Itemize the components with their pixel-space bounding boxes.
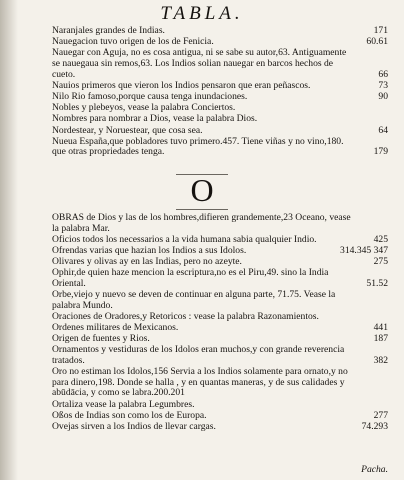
entry-text: Nordestear, y Noruestear, que cosa sea. (52, 124, 203, 136)
entry-text: OBRAS de Dios y las de los hombres,difieren grandemente,23 Oceano, vease la palabra Mar. (52, 212, 351, 234)
entry-text: Nombres para nombrar a Dios, vease la palabra Dios. (52, 113, 258, 125)
entry-page: 382 (373, 355, 388, 367)
entry-page: 179 (373, 146, 388, 158)
section-heading (0, 172, 404, 208)
entry-page: 275 (373, 256, 388, 268)
o-entries (52, 213, 388, 433)
entry-text: Oraciones de Oradores,y Retoricos : vease la palabra Razonamientos. (52, 310, 319, 322)
entry-text: Nilo Rio famoso,porque causa tenga inundaciones. (52, 90, 248, 102)
gutter-shadow (0, 0, 18, 480)
entry-text: Olivares y olivas ay en las Indias, pero no azeyte. (52, 256, 242, 268)
index-entry (52, 334, 388, 345)
index-entry (52, 92, 388, 103)
entry-text: Nauegar con Aguja, no es cosa antigua, ni se sabe su autor,63. Antiguamente se nauegaua sin remos,63. Los Indios solian nauegar en barcos hechos de cueto. (52, 47, 347, 80)
entry-page: 277 (373, 409, 388, 421)
entry-page: 74.293 (361, 421, 388, 432)
entry-page: 90 (378, 90, 388, 102)
entry-page: 425 (373, 233, 388, 245)
index-entry (52, 367, 388, 399)
index-entry (52, 126, 388, 137)
page-header: TABLA. (160, 3, 244, 24)
index-entry (52, 422, 388, 433)
entry-page: 60.61 (366, 36, 388, 48)
index-entry (52, 48, 388, 80)
entry-page: 441 (373, 322, 388, 334)
entry-text: Ofrendas varias que hazian los Indios a sus Idolos. (52, 244, 247, 256)
entry-page: 171 (373, 25, 388, 36)
index-entry (52, 246, 388, 257)
entry-page: 73 (378, 79, 388, 91)
index-entry (52, 81, 388, 92)
index-entry (52, 411, 388, 422)
index-entry (52, 114, 388, 125)
index-entry (52, 213, 388, 234)
entry-text: Orbe,viejo y nuevo se deven de continuar en alguna parte, 71.75. Vease la palabra Mundo. (52, 289, 336, 311)
index-entry (52, 103, 388, 114)
index-entry (52, 345, 388, 366)
entry-page: 187 (373, 333, 388, 345)
index-entry (52, 137, 388, 158)
entry-text: Ortaliza vease la palabra Legumbres. (52, 398, 195, 410)
entry-text: Ornamentos y vestiduras de los Idolos eran muchos,y con grande reverencia tratados. (52, 344, 345, 367)
entry-text: Origen de fuentes y Rios. (52, 333, 150, 345)
index-entry (52, 312, 388, 323)
entry-text: Ordenes militares de Mexicanos. (52, 322, 179, 334)
index-entry (52, 290, 388, 311)
entry-page: 51.52 (366, 277, 388, 289)
entry-text: Oficios todos los necessarios a la vida humana sabia qualquier Indio. (52, 233, 317, 245)
index-entry (52, 323, 388, 334)
entry-text: Nauios primeros que vieron los Indios pensaron que eran peñascos. (52, 79, 311, 91)
entry-text: Nueua España,que pobladores tuvo primero.457. Tiene viñas y no vino,180. que otras propriedades tenga. (52, 135, 344, 158)
entry-page: 314.345 347 (340, 244, 388, 256)
n-entries (52, 26, 388, 158)
catchword: Pacha. (361, 464, 388, 475)
entry-text: Oro no estiman los Idolos,156 Servia a los Indios solamente para ornato,y no para dinero,198. Donde se halla , y en quantas maneras, y de sus calidades y abūdācia, y como se labra.200.201 (52, 366, 348, 399)
index-entry (52, 235, 388, 246)
entry-page: 66 (378, 68, 388, 80)
index-entry (52, 400, 388, 411)
entry-text: Nauegacion tuvo origen de los de Fenicia. (52, 36, 214, 48)
entry-page: 64 (378, 124, 388, 136)
entry-text: Nobles y plebeyos, vease la palabra Conciertos. (52, 102, 236, 114)
entry-text: Ovejas sirven a los Indios de llevar cargas. (52, 421, 216, 432)
entry-text: Ophir,de quien haze mencion la escriptura,no es el Piru,49. sino la India Oriental. (52, 267, 329, 289)
entry-text: Oßos de Indias son como los de Europa. (52, 409, 207, 421)
index-entry (52, 268, 388, 289)
index-entry (52, 26, 388, 37)
index-entry (52, 37, 388, 48)
section-letter: O (190, 172, 214, 208)
entry-text: Naranjales grandes de Indias. (52, 25, 165, 36)
index-entry (52, 257, 388, 268)
